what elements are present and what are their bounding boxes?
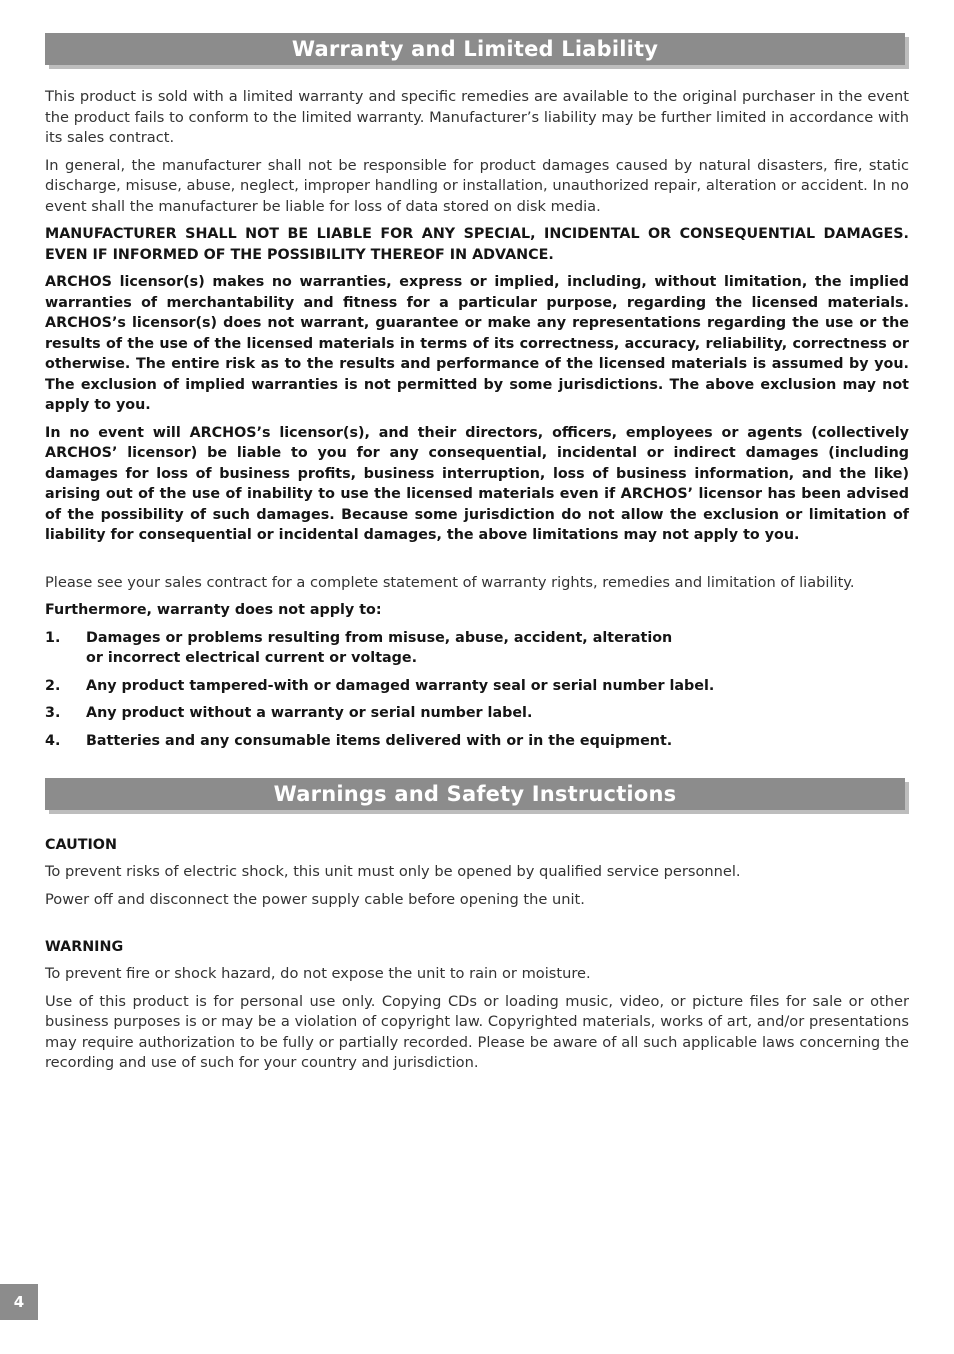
- list-item-text: Any product without a warranty or serial number label.: [86, 705, 533, 721]
- list-item-number: 2.: [45, 677, 61, 694]
- list-item: [45, 703, 909, 724]
- warranty-paragraph-1: This product is sold with a limited warranty and specific remedies are available to the original purchaser in the event the product fails to conform to the limited warranty. Manufacturer’s liability may be further limited in accordance with its sales contract.: [45, 88, 909, 146]
- liability-disclaimer: MANUFACTURER SHALL NOT BE LIABLE FOR ANY SPECIAL, INCIDENTAL OR CONSEQUENTIAL DAMAGES. EVEN IF INFORMED OF THE POSSIBILITY THEREOF IN ADVANCE.: [45, 226, 909, 263]
- list-item: [45, 628, 909, 669]
- list-item-number: 4.: [45, 732, 61, 749]
- warning-heading: WARNING: [45, 939, 124, 955]
- list-item-text: Batteries and any consumable items delivered with or in the equipment.: [86, 732, 673, 749]
- warranty-section-header: [45, 33, 905, 65]
- licensor-liability-paragraph: In no event will ARCHOS’s licensor(s), and their directors, officers, employees or agents (collectively ARCHOS’ licensor) be liable to you for any consequential, incidental or indirect damages (including damages for loss of business profits, business interruption, loss of business information, and the like) arising out of the use of inability to use the licensed materials even if ARCHOS’ licensor has been advised of the possibility of such damages. Because some jurisdiction do not allow the exclusion or limitation of liability for consequential or incidental damages, the above limitations may not apply to you.: [45, 424, 909, 543]
- exclusions-list: [45, 628, 909, 752]
- warning-paragraph-1: To prevent fire or shock hazard, do not expose the unit to rain or moisture.: [45, 965, 591, 982]
- list-item: [45, 731, 909, 752]
- caution-paragraph-2: Power off and disconnect the power supply cable before opening the unit.: [45, 890, 585, 908]
- exclusions-intro: Furthermore, warranty does not apply to:: [45, 602, 382, 618]
- page-content: [45, 33, 909, 1074]
- caution-paragraph-1: To prevent risks of electric shock, this unit must only be opened by qualified service personnel.: [45, 863, 741, 880]
- warranty-paragraph-2: In general, the manufacturer shall not be responsible for product damages caused by natural disasters, fire, static discharge, misuse, abuse, neglect, improper handling or installation, unauthorized repair, alteration or accident. In no event shall the manufacturer be liable for loss of data stored on disk media.: [45, 156, 909, 215]
- page-number: 4: [0, 1284, 38, 1320]
- sales-contract-paragraph: Please see your sales contract for a complete statement of warranty rights, remedies and limitation of liability.: [45, 573, 855, 591]
- warning-paragraph-2: Use of this product is for personal use only. Copying CDs or loading music, video, or picture files for sale or other business purposes is or may be a violation of copyright law. Copyrighted materials, works of art, and/or presentations may require authorization to be fully or partially recorded. Please be aware of all such applicable laws concerning the recording and use of such for your country and jurisdiction.: [45, 992, 909, 1071]
- list-item-text: Any product tampered-with or damaged warranty seal or serial number label.: [86, 677, 715, 694]
- licensor-warranty-paragraph: ARCHOS licensor(s) makes no warranties, express or implied, including, without limitation, the implied warranties of merchantability and fitness for a particular purpose, regarding the licensed materials. ARCHOS’s licensor(s) does not warrant, guarantee or make any representations regarding the use or the results of the use of the licensed materials in terms of its correctness, accuracy, reliability, correctness or otherwise. The entire risk as to the results and performance of the licensed materials is assumed by you. The exclusion of implied warranties is not permitted by some jurisdictions. The above exclusion may not apply to you.: [45, 274, 909, 413]
- safety-section-header: [45, 778, 905, 810]
- caution-heading: CAUTION: [45, 837, 117, 853]
- list-item-number: 3.: [45, 705, 61, 721]
- list-item: [45, 676, 909, 697]
- list-item-number: 1.: [45, 629, 61, 646]
- list-item-text: Damages or problems resulting from misuse, abuse, accident, alteration or incorrect electrical current or voltage.: [86, 629, 673, 666]
- safety-section-title: Warnings and Safety Instructions: [273, 782, 677, 806]
- warranty-section-title: Warranty and Limited Liability: [291, 37, 659, 61]
